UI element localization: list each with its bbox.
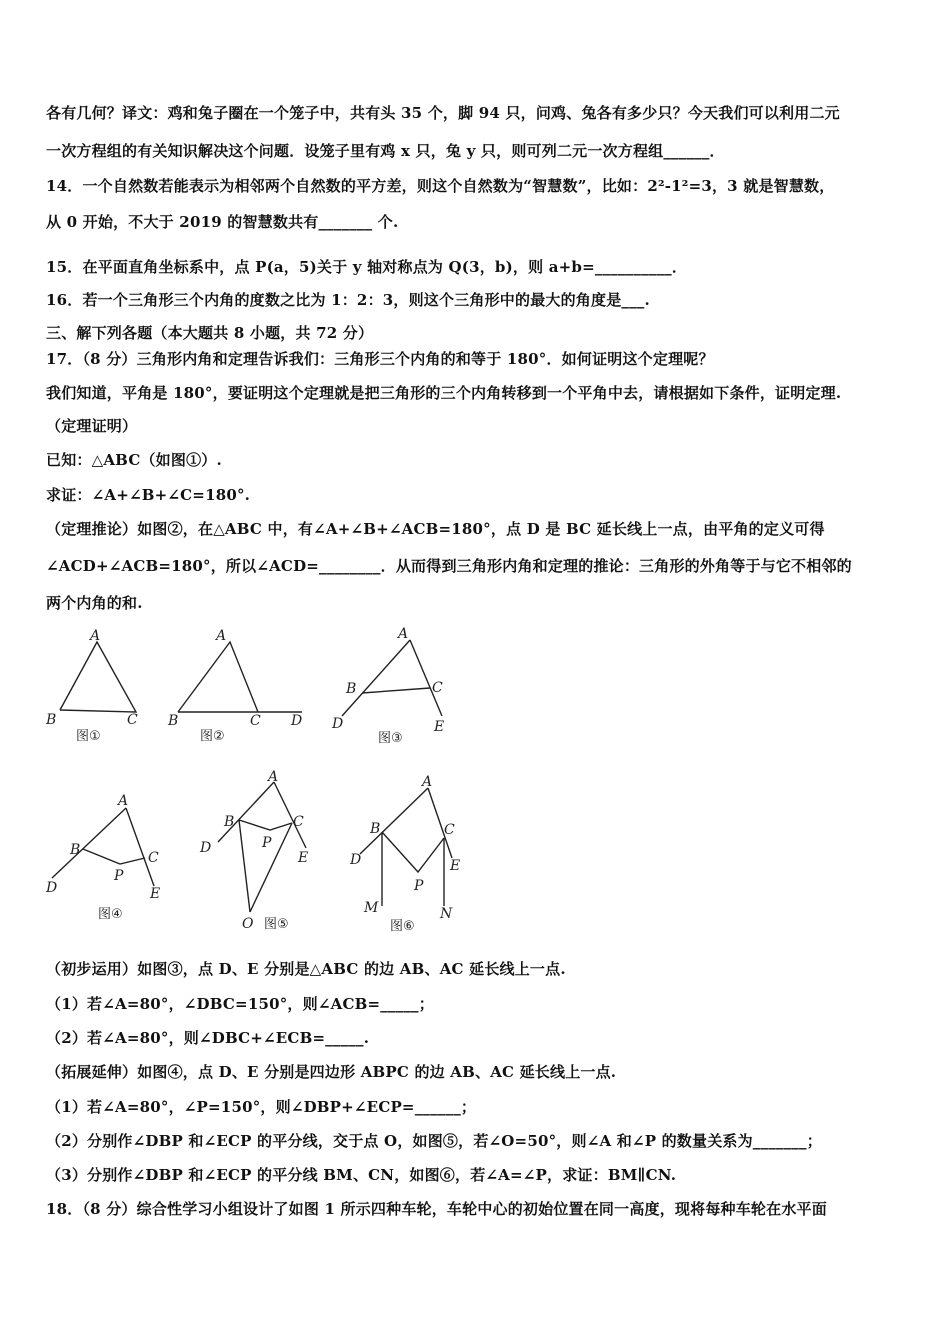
application-q1: （1）若∠A=80°，∠DBC=150°，则∠ACB=_____； [46,995,434,1013]
label-D: D [332,716,344,732]
line-ad [218,782,274,842]
label-D: D [46,880,58,896]
label-A: A [118,793,129,809]
label-A: A [216,628,227,644]
label-D: D [350,852,362,868]
extension-heading: （拓展延伸）如图④，点 D、E 分别是四边形 ABPC 的边 AB、AC 延长线上一点. [46,1063,617,1081]
label-A: A [268,769,279,785]
corollary-line-3: 两个内角的和. [46,594,143,612]
label-E: E [434,719,445,735]
path-bpc [382,832,444,872]
label-B: B [224,814,235,830]
label-C: C [293,814,304,830]
question-17-text: 我们知道，平角是 180°，要证明这个定理就是把三角形的三个内角转移到一个平角中去，请根据如下条件，证明定理. [46,384,842,402]
label-C: C [444,822,455,838]
figure-caption: 图⑥ [390,919,415,934]
figure-4 [40,790,180,930]
application-q2: （2）若∠A=80°，则∠DBC+∠ECB=_____. [46,1029,370,1047]
question-14-line-1: 14．一个自然数若能表示为相邻两个自然数的平方差，则这个自然数为“智慧数”，比如：2²-1²=3，3 就是智慧数， [46,177,835,195]
label-B: B [346,681,357,697]
figure-caption: 图④ [98,907,123,922]
section-heading-3: 三、解下列各题（本大题共 8 小题，共 72 分） [46,324,374,342]
question-16: 16．若一个三角形三个内角的度数之比为 1：2：3，则这个三角形中的最大的角度是___. [46,291,650,309]
label-O: O [242,916,254,932]
label-P: P [414,878,424,894]
figure-6 [344,774,484,938]
label-A: A [398,626,409,642]
label-P: P [114,868,124,884]
line-ae [410,640,442,716]
line-ad [342,640,410,716]
segment-bc [362,688,430,693]
label-B: B [370,821,381,837]
label-A: A [422,774,433,790]
triangle-abc [178,642,258,712]
label-C: C [127,712,138,728]
question-17-intro: 17．（8 分）三角形内角和定理告诉我们：三角形三个内角的和等于 180°．如何证明这个定理呢？ [46,350,714,368]
label-D: D [291,713,303,729]
label-B: B [70,842,81,858]
figure-caption: 图⑤ [264,917,289,932]
extension-q1: （1）若∠A=80°，∠P=150°，则∠DBP+∠ECP=______； [46,1098,477,1116]
corollary-line-2: ∠ACD+∠ACB=180°，所以∠ACD=________．从而得到三角形内角和定理的推论：三角形的外角等于与它不相邻的 [46,557,852,575]
triangle-abc [60,642,136,712]
figure-caption: 图③ [378,731,403,746]
label-B: B [46,712,57,728]
text-line-1: 各有几何？译文：鸡和兔子圈在一个笼子中，共有头 35 个，脚 94 只，问鸡、兔各有多少只？今天我们可以利用二元 [46,104,840,122]
label-C: C [148,850,159,866]
extension-q2: （2）分别作∠DBP 和∠ECP 的平分线，交于点 O，如图⑤，若∠O=50°，则∠A 和∠P 的数量关系为_______； [46,1132,822,1150]
label-M: M [364,900,379,916]
label-C: C [432,680,443,696]
question-18-intro: 18．（8 分）综合性学习小组设计了如图 1 所示四种车轮，车轮中心的初始位置在同一高度，现将每种车轮在水平面 [46,1200,827,1218]
line-ae [126,808,154,886]
label-E: E [150,886,161,902]
given-line: 已知：△ABC（如图①）. [46,451,222,469]
question-15: 15．在平面直角坐标系中，点 P(a，5)关于 y 轴对称点为 Q(3，b)，则 a+b=__________． [46,258,688,276]
segment-bo [239,820,250,912]
figure-2 [160,628,320,748]
label-E: E [450,858,461,874]
label-N: N [440,906,453,922]
question-14-line-2: 从 0 开始，不大于 2019 的智慧数共有_______ 个. [46,213,399,231]
label-D: D [200,840,212,856]
prove-line: 求证：∠A+∠B+∠C=180°. [46,486,251,504]
figure-5 [192,768,332,938]
text-line-2: 一次方程组的有关知识解决这个问题．设笼子里有鸡 x 只，兔 y 只，则可列二元一次方程组______． [46,142,725,160]
extension-q3: （3）分别作∠DBP 和∠ECP 的平分线 BM、CN，如图⑥，若∠A=∠P，求证：BM∥CN. [46,1166,677,1184]
label-A: A [90,628,101,644]
label-P: P [262,835,272,851]
corollary-line-1: （定理推论）如图②，在△ABC 中，有∠A+∠B+∠ACB=180°，点 D 是 BC 延长线上一点，由平角的定义可得 [46,520,825,538]
label-C: C [250,713,261,729]
label-E: E [298,850,309,866]
theorem-proof-heading: （定理证明） [46,417,138,435]
figure-1 [40,628,150,748]
figure-3 [326,622,456,748]
label-B: B [168,713,179,729]
path-bpc [83,849,145,864]
figure-caption: 图① [76,729,101,744]
path-bpc [239,820,292,830]
application-heading: （初步运用）如图③，点 D、E 分别是△ABC 的边 AB、AC 延长线上一点. [46,960,566,978]
figure-caption: 图② [200,729,225,744]
